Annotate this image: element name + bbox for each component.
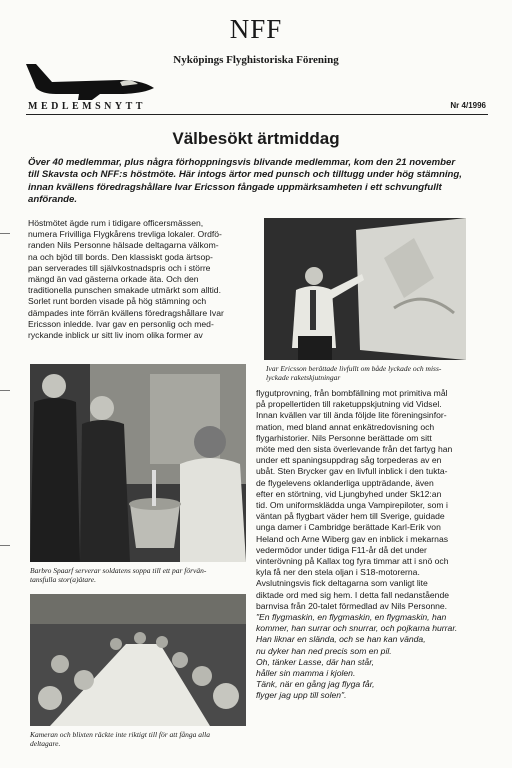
jet-aircraft-logo: [22, 58, 158, 102]
photo-speaker: [264, 218, 466, 360]
binder-mark: [0, 545, 10, 546]
header-rule: [26, 114, 488, 115]
caption-dining-room: Kameran och blixten räckte inte riktigt till för att fånga alla deltagare.: [30, 730, 210, 749]
body-column-left: Höstmötet ägde rum i tidigare officersmässen, numera Frivilliga Flygkårens trevliga lokaler. Ordfö- randen Nils Personne hälsade deltagarna välkom- na och bjöd till bords. Den klassiskt goda ärtsop- pan serverades till självkostnadspris och i större mängd än vad gästerna orkade äta. Och den traditionella punschen smakade utmärkt som alltid. Sorlet runt borden visade på hög stämning och dämpades inte förrän kvällens föredragshållare Ivar Ericsson inledde. Ivar gav en personlig och med- ryckande inblick ur sitt liv inom olika former av: [28, 218, 224, 341]
binder-mark: [0, 390, 10, 391]
newsletter-title: NFF: [229, 14, 283, 44]
photo-dining-room: [30, 594, 246, 726]
issue-number: Nr 4/1996: [450, 101, 486, 110]
caption-soup-serving: Barbro Spaarf serverar soldatens soppa till ett par förvän- tansfulla stor(a)ätare.: [30, 566, 207, 585]
caption-speaker: Ivar Ericsson berättade livfullt om både lyckade och miss- lyckade raketskjutningar: [266, 364, 442, 383]
body-column-right: flygutprovning, från bombfällning mot primitiva mål på propellertiden till raketuppskjutning vid Vidsel. Innan kvällen var till ända följde lite föreningsinfor- mation, med bland annat enkätredovisning och flygarhistorier. Nils Personne berättade om sitt möte med den sista överlevande från det fartyg han under ett spaningsuppdrag såg torpederas av en ubåt. Sten Brycker gav en livfull inblick i den tukta- de flygelevens oklanderliga uppträdande, även efter en störtning, vid Ljungbyhed under Sk12:an tid. Om uniformsklädda unga Vampirepiloter, som i väntan på flygbart väder hem till Sverige, guidade unga damer i Cambridge berättade Karl-Erik von Heland och Arne Wiberg gav en inblick i mekarnas vedermödor under tidiga F11-år då det under vinterövning på Kallax tog fyra timmar att i snö och kyla få ner den stela oljan i S18-motorerna. Avslutningsvis fick deltagarna som vanligt lite diktade ord med sig hem. I detta fall nedanstående barnvisa från 20-talet förmedlad av Nils Personne. "En flygmaskin, en flygmaskin, en flygmaskin, han kommer, han surrar och snurrar, och pojkarna hurrar. Han liknar en slända, och se han kan vända, nu dyker han ned precis som en pil. Oh, tänker Lasse, där han står, håller sin mamma i kjolen. Tänk, när en gång jag flyga får, flyger jag upp till solen".: [256, 388, 488, 702]
binder-mark: [0, 233, 10, 234]
photo-soup-serving: [30, 364, 246, 562]
article-headline: Välbesökt ärtmiddag: [172, 129, 340, 148]
poem: "En flygmaskin, en flygmaskin, en flygmaskin, han kommer, han surrar och snurrar, och pojkarna hurrar. Han liknar en slända, och se han kan vända, nu dyker han ned precis som en pil. Oh, tänker Lasse, där han står, håller sin mamma i kjolen. Tänk, när en gång jag flyga får, flyger jag upp till solen".: [256, 612, 458, 701]
section-label: MEDLEMSNYTT: [28, 101, 146, 112]
organization-name: Nyköpings Flyghistoriska Förening: [173, 54, 339, 66]
article-intro: Över 40 medlemmar, plus några förhoppningsvis blivande medlemmar, kom den 21 november till Skavsta och NFF:s höstmöte. Här intogs ärtor med punsch och tilltugg under hög stämning, innan kvällens föredragshållare Ivar Ericsson fångade uppmärksamheten i ett schvungfullt anförande.: [28, 157, 462, 205]
